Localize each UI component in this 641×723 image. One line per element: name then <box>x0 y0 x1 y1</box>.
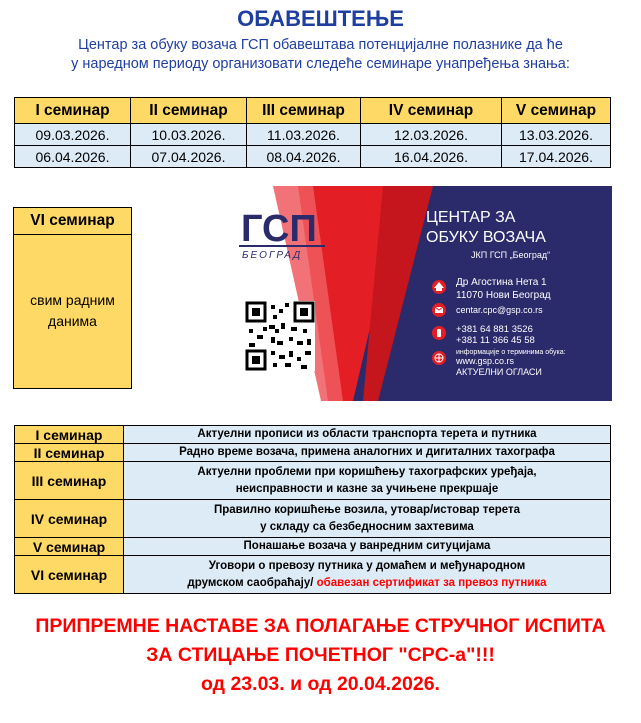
schedule-header-row <box>15 98 611 124</box>
topic-label: V семинар <box>15 538 124 556</box>
schedule-header: III семинар <box>247 98 361 124</box>
schedule-date: 16.04.2026. <box>361 146 502 168</box>
intro-line-2: у наредном периоду организовати следеће семинаре унапређења знања: <box>71 56 570 72</box>
logo-text: ГСП <box>241 208 317 250</box>
business-card-banner <box>203 186 612 401</box>
footer-line-1: ПРИПРЕМНЕ НАСТАВЕ ЗА ПОЛАГАЊЕ СТРУЧНОГ ИСПИТА <box>35 615 606 637</box>
globe-icon <box>432 351 446 365</box>
topic-line <box>124 575 610 592</box>
topic-description <box>124 426 611 444</box>
topic-line: Актуелни проблеми при коришћењу тахографских уређаја, <box>197 465 537 478</box>
topic-line: Радно време возача, примена аналогних и дигиталних тахографа <box>179 446 555 458</box>
topic-line: Уговори о превозу путника у домаћем и међународном <box>208 559 526 572</box>
phone-number-1: +381 64 881 3526 <box>456 324 533 335</box>
schedule-table <box>14 97 611 168</box>
page-title: ОБАВЕШТЕЊЕ <box>237 6 404 31</box>
schedule-date: 07.04.2026. <box>131 146 247 168</box>
topic-line: Понашање возача у ванредним ситуцијама <box>243 540 491 552</box>
topic-description <box>124 462 611 500</box>
address-line-2: 11070 Нови Београд <box>456 290 551 301</box>
seminar-vi-line: свим радним <box>30 292 115 308</box>
schedule-date: 12.03.2026. <box>361 124 502 146</box>
topic-line-part: друмском саобраћају/ <box>187 576 317 589</box>
topic-label: I семинар <box>15 426 124 444</box>
topic-line: у складу са безбедносним захтевима <box>260 520 474 533</box>
topic-description <box>124 500 611 538</box>
topic-label: II семинар <box>15 444 124 462</box>
topic-row <box>15 538 611 556</box>
logo-subtext: БЕОГРАД <box>242 250 303 261</box>
schedule-date: 10.03.2026. <box>131 124 247 146</box>
schedule-header: IV семинар <box>361 98 502 124</box>
topic-line: Правилно коришћење возила, утовар/истовар терета <box>213 503 521 516</box>
schedule-date: 17.04.2026. <box>502 146 611 168</box>
center-title-line-1: ЦЕНТАР ЗА <box>426 209 516 226</box>
seminar-vi-text <box>14 290 131 332</box>
schedule-date: 09.03.2026. <box>15 124 131 146</box>
seminar-vi-box <box>13 207 132 389</box>
topic-row <box>15 426 611 444</box>
topic-line: Актуелни прописи из области транспорта терета и путника <box>197 428 537 440</box>
footer-line-2: ЗА СТИЦАЊЕ ПОЧЕТНОГ "CPC-а"!!! <box>146 644 495 666</box>
schedule-header: II семинар <box>131 98 247 124</box>
email-address: centar.cpc@gsp.co.rs <box>456 305 543 315</box>
company-name: ЈКП ГСП „Београд“ <box>471 250 551 260</box>
ads-label: АКТУЕЛНИ ОГЛАСИ <box>456 367 542 377</box>
phone-number-2: +381 11 366 45 58 <box>456 335 535 346</box>
info-label: информације о терминима обука: <box>456 349 566 356</box>
topic-label: III семинар <box>15 462 124 500</box>
schedule-date: 08.04.2026. <box>247 146 361 168</box>
home-icon <box>432 280 446 294</box>
email-icon <box>432 303 446 317</box>
topic-row <box>15 462 611 500</box>
topic-description <box>124 444 611 462</box>
schedule-header: I семинар <box>15 98 131 124</box>
website: www.gsp.co.rs <box>456 356 515 366</box>
topic-description <box>124 556 611 594</box>
topic-label: VI семинар <box>15 556 124 594</box>
topic-label: IV семинар <box>15 500 124 538</box>
seminar-topics-table <box>14 425 611 594</box>
banner-graphic <box>203 186 612 401</box>
phone-icon <box>432 326 446 340</box>
schedule-row <box>15 146 611 168</box>
intro-text <box>0 36 641 74</box>
topic-line: неисправности и казне за учињене прекршаје <box>235 482 499 495</box>
seminar-vi-line: данима <box>48 313 97 329</box>
topic-description <box>124 538 611 556</box>
schedule-date: 13.03.2026. <box>502 124 611 146</box>
schedule-row <box>15 124 611 146</box>
address-line-1: Др Агостина Нета 1 <box>456 277 547 288</box>
intro-line-1: Центар за обуку возача ГСП обавештава потенцијалне полазнике да ће <box>78 37 563 53</box>
schedule-header: V семинар <box>502 98 611 124</box>
schedule-date: 06.04.2026. <box>15 146 131 168</box>
certificate-note: обавезан сертификат за превоз путника <box>316 576 547 589</box>
footer-line-3: од 23.03. и од 20.04.2026. <box>201 673 440 695</box>
topic-row <box>15 500 611 538</box>
topic-row <box>15 556 611 594</box>
seminar-vi-title: VI семинар <box>14 208 131 235</box>
center-title-line-2: ОБУКУ ВОЗАЧА <box>426 229 546 246</box>
schedule-date: 11.03.2026. <box>247 124 361 146</box>
topic-row <box>15 444 611 462</box>
qr-code <box>245 301 315 371</box>
footer-announcement <box>0 612 641 699</box>
